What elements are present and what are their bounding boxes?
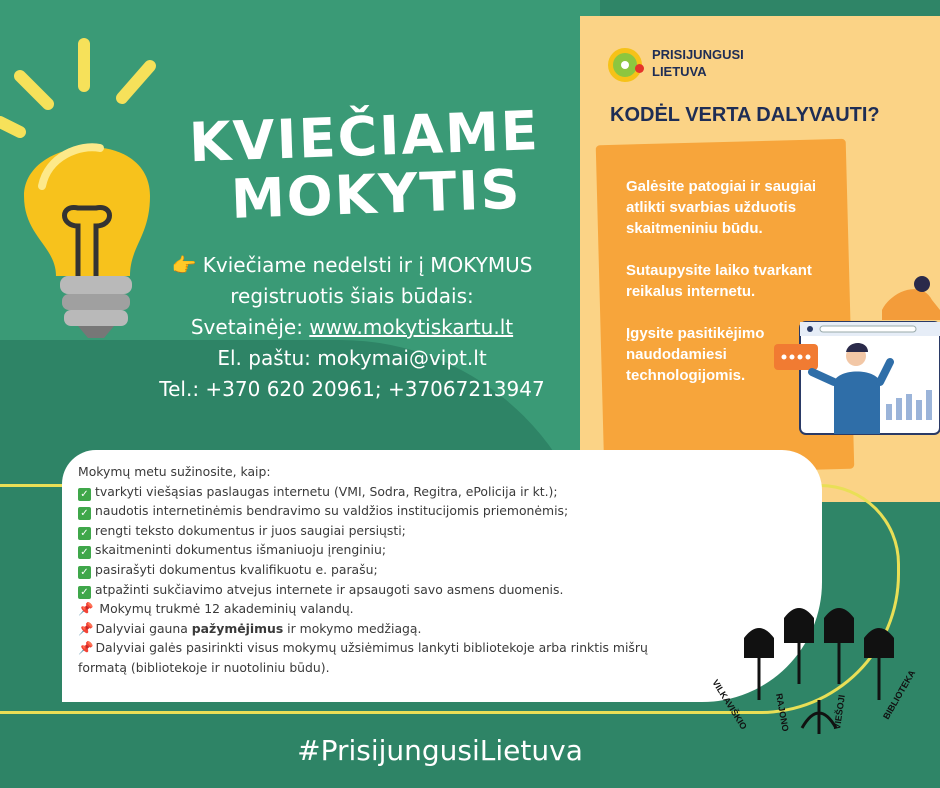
library-word-3: VIEŠOJI [832,694,847,731]
list-intro: Mokymų metu sužinosite, kaip: [78,464,271,479]
benefit-item: Įgysite pasitikėjimo naudodamiesi technologijomis. [626,325,765,384]
check-icon: ✓ [78,488,91,501]
logo-text: PRISIJUNGUSI LIETUVA [652,47,744,79]
contact-line-1: Kviečiame nedelsti ir į MOKYMUS [202,253,533,277]
prisijungusi-lietuva-logo [608,44,768,84]
check-icon: ✓ [78,527,91,540]
site-label: Svetainėje: [190,315,303,339]
library-word-2: RAJONO [774,692,791,733]
contact-block [128,250,576,405]
list-item: ✓ tvarkyti viešąsias paslaugas internetu (VMI, Sodra, Regitra, ePolicija ir kt.); [78,482,698,502]
contact-line-2: registruotis šiais būdais: [230,284,474,308]
website-link[interactable]: www.mokytiskartu.lt [309,315,514,339]
check-icon: ✓ [78,507,91,520]
check-icon: ✓ [78,586,91,599]
check-icon: ✓ [78,546,91,559]
main-title [187,99,552,231]
pushpin-icon: 📌 [78,601,94,617]
title-line-2: MOKYTIS [229,157,523,231]
logo-dot-icon [635,64,644,73]
library-word-1: VILKAVIŠKIO [710,677,749,732]
hashtag: #PrisijungusiLietuva [297,734,583,767]
check-icon: ✓ [78,566,91,579]
email-label: El. paštu: [217,346,311,370]
email-address[interactable]: mokymai@vipt.lt [317,346,487,370]
library-logo [704,588,934,748]
title-line-1: KVIEČIAME [187,99,541,175]
duration-note: 📌 Mokymų trukmė 12 akademinių valandų. [78,601,354,617]
phone-label: Tel.: [159,377,200,401]
library-word-4: BIBLIOTEKA [881,668,918,721]
phone-numbers: +370 620 20961; +37067213947 [205,377,545,401]
list-item: ✓ atpažinti sukčiavimo atvejus internete ir apsaugoti savo asmens duomenis. [78,580,698,600]
card-heading: KODĖL VERTA DALYVAUTI? [610,104,880,126]
training-info-list [78,462,698,678]
person-laptop-illustration [772,270,940,440]
format-note: 📌 Dalyviai galės pasirinkti visus mokymų užsiėmimus lankyti bibliotekoje arba rinktis mišrų formatą (bibliotekoje ir nuotoliniu būdu). [78,640,648,675]
benefit-item: Galėsite patogiai ir saugiai atlikti svarbias užduotis skaitmeniniu būdu. [626,178,817,237]
list-item: ✓ naudotis internetinėmis bendravimo su valdžios institucijomis priemonėmis; [78,501,698,521]
list-item: ✓ pasirašyti dokumentus kvalifikuotu e. parašu; [78,560,698,580]
benefit-item: Sutaupysite laiko tvarkant reikalus internetu. [626,262,812,300]
list-item: ✓ skaitmeninti dokumentus išmaniuoju įrenginiu; [78,540,698,560]
certificate-note: 📌 Dalyviai gauna pažymėjimus ir mokymo medžiagą. [78,620,422,636]
pushpin-icon: 📌 [78,640,94,656]
pushpin-icon: 📌 [78,620,94,636]
pointing-hand-icon: 👉 [171,253,197,277]
list-item: ✓ rengti teksto dokumentus ir juos saugiai persiųsti; [78,521,698,541]
